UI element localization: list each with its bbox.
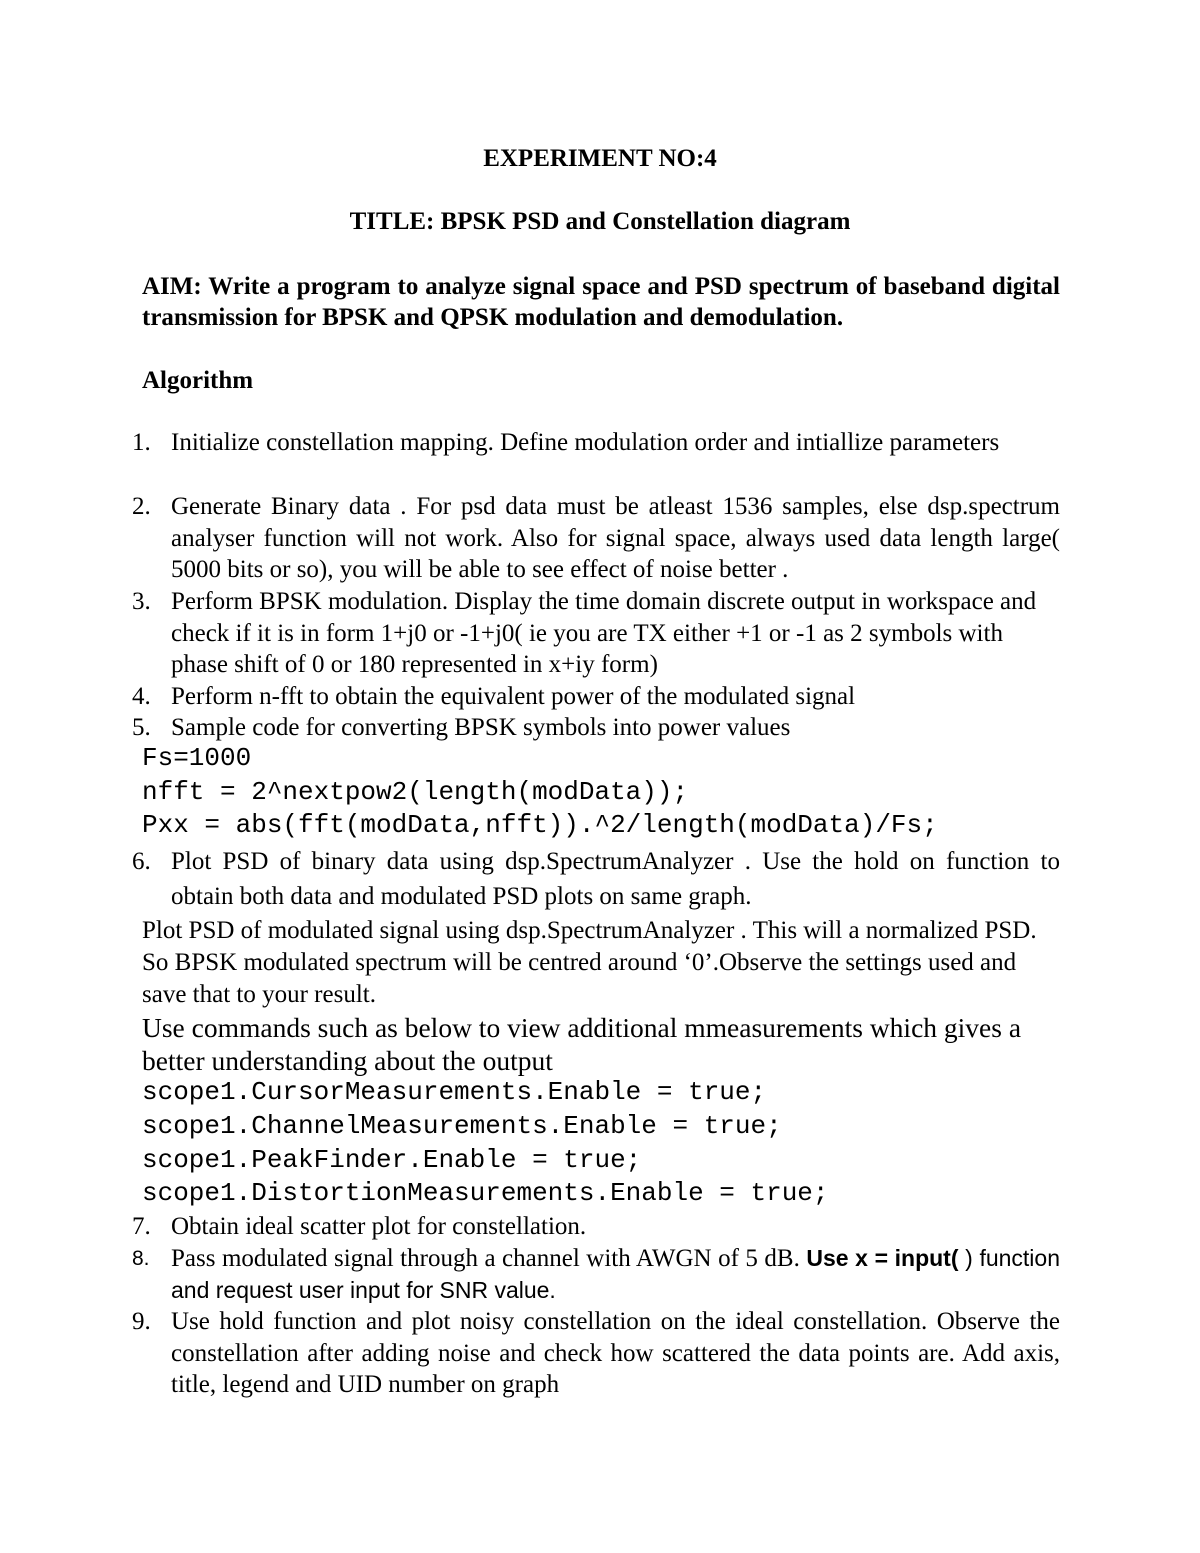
step-5 xyxy=(132,712,1060,744)
step-1 xyxy=(132,427,1060,459)
code-line: scope1.PeakFinder.Enable = true; xyxy=(142,1145,642,1175)
step-number: 4. xyxy=(132,683,151,710)
code-line: scope1.ChannelMeasurements.Enable = true; xyxy=(142,1111,782,1141)
step-8 xyxy=(132,1243,1060,1306)
step-text-part: ) function and request user input for SNR value. xyxy=(171,1245,1060,1303)
step-text: Generate Binary data . For psd data must be atleast 1536 samples, else dsp.spectrum analyser function will not work. Also for signal space, always used data length large( 5000 bits or so), you will be able to see effect of noise better . xyxy=(171,493,1060,583)
step-2 xyxy=(132,491,1060,586)
step-text-part: Pass modulated signal through a channel with AWGN of 5 dB. xyxy=(171,1245,807,1272)
step-text: Sample code for converting BPSK symbols into power values xyxy=(171,714,791,741)
step-text: Use hold function and plot noisy constellation on the ideal constellation. Observe the constellation after adding noise and check how scattered the data points are. Add axis, title, legend and UID number on graph xyxy=(171,1308,1060,1398)
aim-statement: AIM: Write a program to analyze signal space and PSD spectrum of baseband digital transmission for BPSK and QPSK modulation and demodulation. xyxy=(142,273,1060,331)
step-number: 9. xyxy=(132,1308,151,1335)
step-text: Perform BPSK modulation. Display the time domain discrete output in workspace and check if it is in form 1+j0 or -1+j0( ie you are TX either +1 or -1 as 2 symbols with phase shift of 0 or 180 represented in x+iy form) xyxy=(171,588,1037,678)
step-6 xyxy=(132,844,1060,914)
step-number: 2. xyxy=(132,493,151,520)
step-number: 7. xyxy=(132,1213,151,1240)
step-number: 5. xyxy=(132,714,151,741)
step-9 xyxy=(132,1306,1060,1401)
step-3 xyxy=(132,586,1060,681)
step-text: Initialize constellation mapping. Define modulation order and intiallize parameters xyxy=(171,429,1000,456)
step-number: 3. xyxy=(132,588,151,615)
step-text-bold: Use x = input( xyxy=(806,1245,959,1271)
step-7 xyxy=(132,1211,1060,1243)
code-line: scope1.DistortionMeasurements.Enable = true; xyxy=(142,1178,829,1208)
step-4 xyxy=(132,681,1060,713)
code-line: scope1.CursorMeasurements.Enable = true; xyxy=(142,1077,767,1107)
step-text: Perform n-fft to obtain the equivalent power of the modulated signal xyxy=(171,683,856,710)
document-title: TITLE: BPSK PSD and Constellation diagram xyxy=(349,208,851,235)
step-number: 8. xyxy=(132,1247,150,1270)
step-text: Obtain ideal scatter plot for constellation. xyxy=(171,1213,587,1240)
code-line: Pxx = abs(fft(modData,nfft)).^2/length(modData)/Fs; xyxy=(142,810,938,840)
code-line: Fs=1000 xyxy=(142,743,252,773)
experiment-number: EXPERIMENT NO:4 xyxy=(483,145,717,172)
step-text xyxy=(171,1243,1060,1306)
code-line: nfft = 2^nextpow2(length(modData)); xyxy=(142,777,689,807)
algorithm-heading: Algorithm xyxy=(142,367,254,394)
commands-paragraph: Use commands such as below to view additional mmeasurements which gives a better understanding about the output xyxy=(142,1012,1022,1076)
step-number: 6. xyxy=(132,848,151,875)
psd-paragraph: Plot PSD of modulated signal using dsp.SpectrumAnalyzer . This will a normalized PSD. So BPSK modulated spectrum will be centred around ‘0’.Observe the settings used and save that to your result. xyxy=(142,917,1037,1008)
step-text: Plot PSD of binary data using dsp.SpectrumAnalyzer . Use the hold on function to obtain both data and modulated PSD plots on same graph. xyxy=(171,848,1060,910)
step-number: 1. xyxy=(132,429,151,456)
